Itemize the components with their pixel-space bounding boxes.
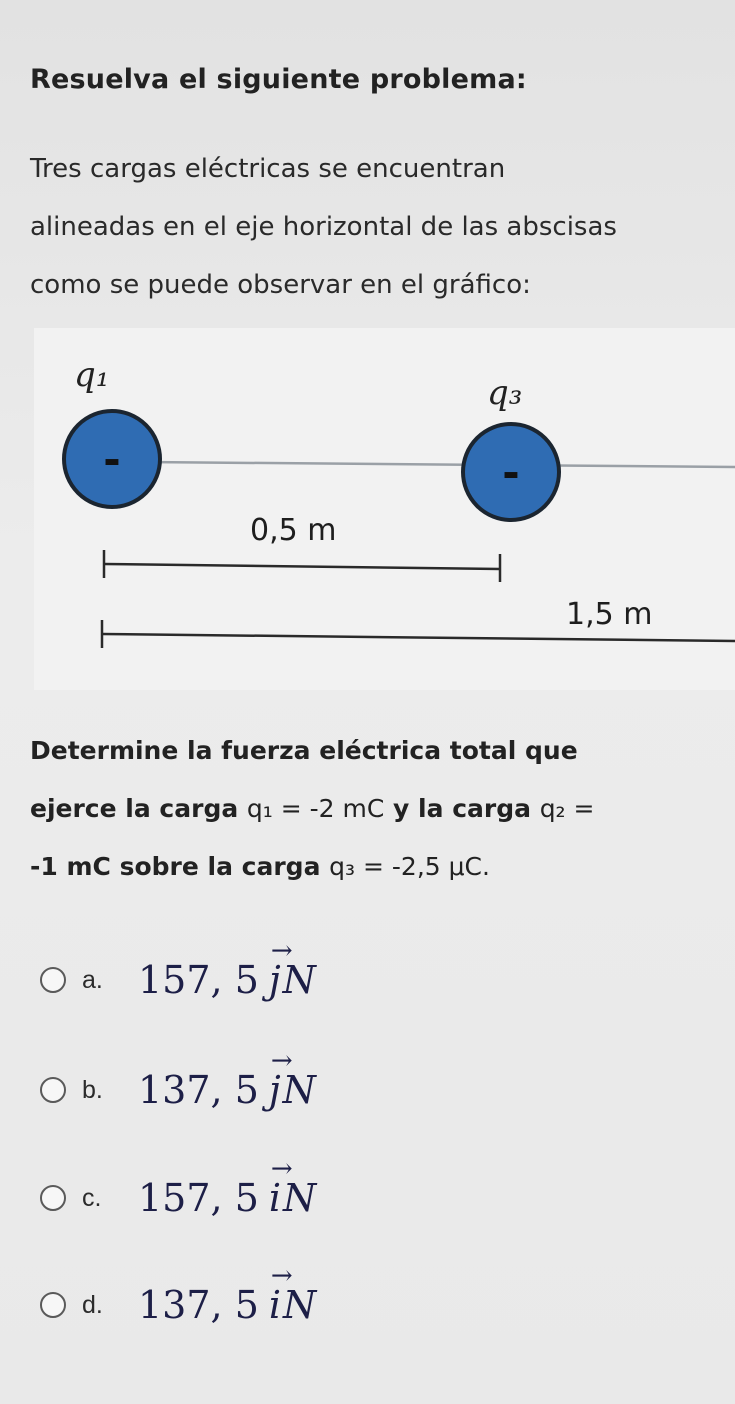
intro-line-1: Tres cargas eléctricas se encuentran <box>30 154 506 184</box>
question-text <box>30 722 720 896</box>
question-line-2 <box>30 780 720 838</box>
radio-a[interactable] <box>40 967 66 993</box>
vector-arrow-icon: → <box>270 1154 293 1184</box>
question-line-2-b: y la carga <box>384 794 540 823</box>
charge-q3-sign: - <box>502 448 520 497</box>
option-b[interactable] <box>40 1046 460 1120</box>
question-line-2-a: ejerce la carga <box>30 794 247 823</box>
option-c-letter: c. <box>82 1183 102 1212</box>
option-d-number: 137, 5 <box>138 1283 259 1327</box>
radio-c[interactable] <box>40 1185 66 1211</box>
option-b-unit: N <box>282 1068 316 1112</box>
option-a-vector-letter: j <box>268 958 281 1002</box>
option-c[interactable] <box>40 1154 460 1228</box>
option-a-letter: a. <box>82 965 103 994</box>
option-a[interactable] <box>40 936 460 1010</box>
charges-diagram-svg <box>34 328 735 690</box>
option-b-value <box>138 1046 316 1112</box>
option-c-number: 157, 5 <box>138 1176 259 1220</box>
option-a-value <box>138 936 316 1002</box>
option-d-letter: d. <box>82 1290 103 1319</box>
option-a-unit: N <box>282 958 316 1002</box>
option-d[interactable] <box>40 1261 460 1335</box>
q3-label: q₃ <box>487 373 523 413</box>
question-line-1: Determine la fuerza eléctrica total que <box>30 736 578 765</box>
question-line-3 <box>30 838 720 896</box>
option-b-unit-vector <box>268 1046 293 1112</box>
distance-short-line <box>104 564 500 569</box>
option-d-vector-letter: i <box>268 1283 282 1327</box>
charge-q2-value: q₂ = <box>539 794 595 823</box>
distance-long-label: 1,5 m <box>566 597 653 632</box>
option-d-unit: N <box>283 1283 317 1327</box>
charge-q3-value: q₃ = -2,5 μC. <box>329 852 490 881</box>
option-c-value <box>138 1154 317 1220</box>
problem-heading: Resuelva el siguiente problema: <box>30 64 527 95</box>
intro-line-2: alineadas en el eje horizontal de las abscisas <box>30 212 617 242</box>
radio-b[interactable] <box>40 1077 66 1103</box>
x-axis-line <box>144 462 735 467</box>
option-c-vector-letter: i <box>268 1176 282 1220</box>
charge-q1-value: q₁ = -2 mC <box>246 794 385 823</box>
distance-short-label: 0,5 m <box>250 513 337 548</box>
charge-q1-sign: - <box>103 435 121 484</box>
vector-arrow-icon: → <box>270 936 293 966</box>
question-line-3-a: -1 mC sobre la carga <box>30 852 330 881</box>
option-b-number: 137, 5 <box>138 1068 259 1112</box>
intro-line-3: como se puede observar en el gráfico: <box>30 270 531 300</box>
option-d-unit-vector <box>268 1261 293 1327</box>
distance-long-line <box>102 634 735 641</box>
vector-arrow-icon: → <box>270 1261 293 1291</box>
option-a-unit-vector <box>268 936 293 1002</box>
option-a-number: 157, 5 <box>138 958 259 1002</box>
q1-label: q₁ <box>74 355 110 395</box>
vector-arrow-icon: → <box>270 1046 293 1076</box>
option-c-unit-vector <box>268 1154 293 1220</box>
option-c-unit: N <box>283 1176 317 1220</box>
problem-intro <box>30 140 710 314</box>
option-d-value <box>138 1261 317 1327</box>
option-b-vector-letter: j <box>268 1068 281 1112</box>
radio-d[interactable] <box>40 1292 66 1318</box>
option-b-letter: b. <box>82 1075 103 1104</box>
charges-diagram <box>34 328 735 690</box>
